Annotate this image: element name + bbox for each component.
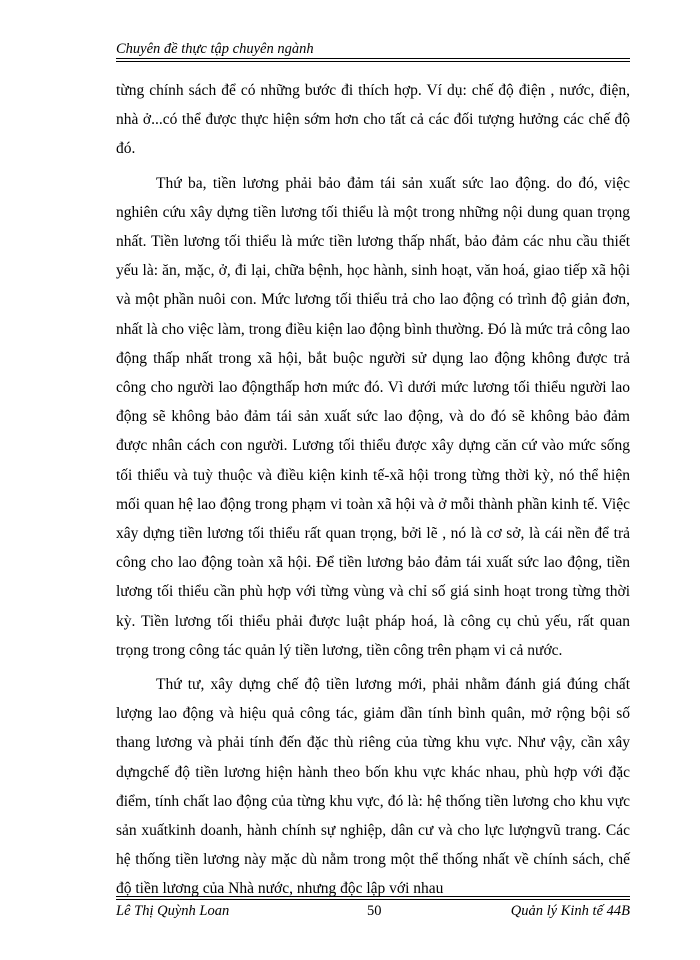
footer-divider — [116, 896, 630, 900]
page-number: 50 — [367, 903, 382, 919]
footer-author: Lê Thị Quỳnh Loan — [116, 903, 230, 919]
paragraph-thu-ba: Thứ ba, tiền lương phải bảo đảm tái sản xuất sức lao động. do đó, việc nghiên cứu xây dựng tiền lương tối thiểu là một trong những nội dung quan trọng nhất. Tiền lương tối thiểu là mức tiền lương thấp nhất, bảo đảm các nhu cầu thiết yếu là: ăn, mặc, ở, đi lại, chữa bệnh, học hành, sinh hoạt, văn hoá, giao tiếp xã hội và một phần nuôi con. Mức lương tối thiểu trả cho lao động có trình độ giản đơn, nhất là cho việc làm, trong điều kiện lao động bình thường. Đó là mức trả công lao động thấp nhất trong xã hội, bắt buộc người sử dụng lao động không được trả công cho người lao độngthấp hơn mức đó. Vì dưới mức lương tối thiểu người lao động sẽ không bảo đảm tái sản xuất sức lao động, và do đó sẽ không bảo đảm được nhân cách con người. Lương tối thiểu được xây dựng căn cứ vào mức sống tối thiểu và tuỳ thuộc và điều kiện kinh tế-xã hội trong từng thời kỳ, nó thể hiện mối quan hệ lao động trong phạm vi toàn xã hội và ở mỗi thành phần kinh tế. Việc xây dựng tiền lương tối thiểu rất quan trọng, bởi lẽ , nó là cơ sở, là cái nền để trả công cho lao động toàn xã hội. Để tiền lương bảo đảm tái xuất sức lao động, tiền lương tối thiểu cần phù hợp với từng vùng và chỉ số giá sinh hoạt trong từng thời kỳ. Tiền lương tối thiểu phải được luật pháp hoá, là công cụ chủ yếu, rất quan trọng trong công tác quản lý tiền lương, tiền công trên phạm vi cả nước. — [116, 174, 630, 659]
footer-course: Quản lý Kinh tế 44B — [510, 903, 630, 919]
document-body — [116, 76, 630, 909]
header-divider — [116, 58, 630, 62]
paragraph-thu-tu: Thứ tư, xây dựng chế độ tiền lương mới, phải nhằm đánh giá đúng chất lượng lao động và hiệu quả công tác, giảm dần tính bình quân, mở rộng bội số thang lương và phải tính đến đặc thù riêng của từng khu vực. Như vậy, cần xây dựngchế độ tiền lương hiện hành theo bốn khu vực khác nhau, phù hợp với đặc điểm, tính chất lao động của từng khu vực, đó là: hệ thống tiền lương cho khu vực sản xuấtkinh doanh, hành chính sự nghiệp, dân cư và cho lực lượngvũ trang. Các hệ thống tiền lương này mặc dù nằm trong một thể thống nhất về chính sách, chế độ tiền lương của Nhà nước, nhưng độc lập với nhau — [116, 676, 630, 898]
header-title: Chuyên đề thực tập chuyên ngành — [116, 41, 314, 57]
page-header — [116, 40, 630, 58]
paragraph-continuation: từng chính sách để có những bước đi thích hợp. Ví dụ: chế độ điện , nước, điện, nhà ở...có thể được thực hiện sớm hơn cho tất cả các đối tượng hưởng các chế độ đó. — [116, 82, 630, 158]
